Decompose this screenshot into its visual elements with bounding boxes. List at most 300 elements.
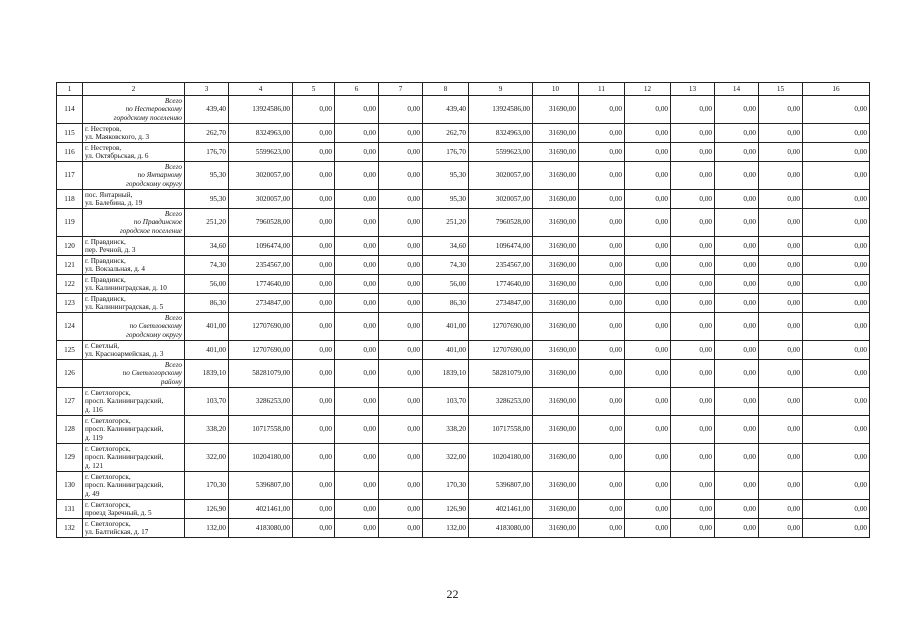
value-cell: 5599623,00 xyxy=(229,143,293,162)
value-cell: 5396807,00 xyxy=(469,472,533,500)
address-cell xyxy=(83,275,185,294)
value-cell: 0,00 xyxy=(625,162,671,190)
address-line: просп. Калининградский, xyxy=(85,397,164,406)
value-cell: 4021461,00 xyxy=(469,500,533,519)
value-cell: 439,40 xyxy=(185,96,229,124)
value-cell: 0,00 xyxy=(715,294,759,313)
table-row xyxy=(57,190,870,209)
value-cell: 0,00 xyxy=(625,209,671,237)
value-cell: 10204180,00 xyxy=(469,444,533,472)
address-line: пер. Речной, д. 3 xyxy=(85,246,136,254)
column-header: 1 xyxy=(57,83,83,96)
column-header: 16 xyxy=(803,83,870,96)
value-cell: 0,00 xyxy=(803,500,870,519)
column-header: 9 xyxy=(469,83,533,96)
value-cell: 74,30 xyxy=(423,256,469,275)
value-cell: 31690,00 xyxy=(533,256,579,275)
value-cell: 0,00 xyxy=(379,162,423,190)
value-cell: 0,00 xyxy=(715,472,759,500)
table-row-total xyxy=(57,360,870,388)
value-cell: 439,40 xyxy=(423,96,469,124)
column-header: 15 xyxy=(759,83,803,96)
table-header xyxy=(57,83,870,96)
value-cell: 31690,00 xyxy=(533,275,579,294)
value-cell: 31690,00 xyxy=(533,237,579,256)
value-cell: 0,00 xyxy=(579,162,625,190)
value-cell: 0,00 xyxy=(579,209,625,237)
address-line: городскому поселению xyxy=(113,113,182,122)
value-cell: 0,00 xyxy=(579,143,625,162)
total-label xyxy=(83,360,185,388)
total-label xyxy=(83,313,185,341)
row-number: 127 xyxy=(57,388,83,416)
address-line: д. 116 xyxy=(85,405,103,414)
address-line: г. Светлогорск, xyxy=(85,389,131,398)
row-number: 125 xyxy=(57,341,83,360)
table-row xyxy=(57,275,870,294)
value-cell: 56,00 xyxy=(423,275,469,294)
value-cell: 31690,00 xyxy=(533,143,579,162)
address-line: г. Правдинск, xyxy=(85,237,126,246)
value-cell: 0,00 xyxy=(335,294,379,313)
value-cell: 0,00 xyxy=(715,143,759,162)
address-cell xyxy=(83,294,185,313)
table-row-total xyxy=(57,209,870,237)
value-cell: 0,00 xyxy=(671,519,715,538)
value-cell: 31690,00 xyxy=(533,294,579,313)
value-cell: 0,00 xyxy=(803,416,870,444)
address-cell xyxy=(83,124,185,143)
column-header: 7 xyxy=(379,83,423,96)
value-cell: 0,00 xyxy=(293,143,335,162)
address-cell xyxy=(83,237,185,256)
table-row-total xyxy=(57,96,870,124)
header-row xyxy=(57,83,870,96)
value-cell: 0,00 xyxy=(579,500,625,519)
value-cell: 10717558,00 xyxy=(469,416,533,444)
value-cell: 401,00 xyxy=(423,313,469,341)
value-cell: 401,00 xyxy=(185,341,229,360)
value-cell: 0,00 xyxy=(293,341,335,360)
value-cell: 0,00 xyxy=(293,472,335,500)
address-cell xyxy=(83,341,185,360)
value-cell: 0,00 xyxy=(671,472,715,500)
value-cell: 0,00 xyxy=(803,124,870,143)
value-cell: 262,70 xyxy=(185,124,229,143)
value-cell: 0,00 xyxy=(579,190,625,209)
value-cell: 176,70 xyxy=(185,143,229,162)
value-cell: 0,00 xyxy=(625,190,671,209)
address-line: д. 49 xyxy=(85,489,100,498)
address-line: ул. Балебина, д. 19 xyxy=(85,199,143,207)
value-cell: 0,00 xyxy=(625,143,671,162)
column-header: 14 xyxy=(715,83,759,96)
value-cell: 3020057,00 xyxy=(469,162,533,190)
value-cell: 0,00 xyxy=(671,416,715,444)
value-cell: 31690,00 xyxy=(533,360,579,388)
value-cell: 0,00 xyxy=(803,388,870,416)
value-cell: 12707690,00 xyxy=(469,341,533,360)
value-cell: 31690,00 xyxy=(533,313,579,341)
value-cell: 0,00 xyxy=(335,472,379,500)
value-cell: 0,00 xyxy=(715,416,759,444)
address-line: г. Правдинск, xyxy=(85,275,126,284)
value-cell: 34,60 xyxy=(423,237,469,256)
value-cell: 0,00 xyxy=(671,124,715,143)
value-cell: 0,00 xyxy=(379,360,423,388)
table-row-total xyxy=(57,162,870,190)
value-cell: 2734847,00 xyxy=(229,294,293,313)
total-label xyxy=(83,96,185,124)
value-cell: 1839,10 xyxy=(423,360,469,388)
value-cell: 0,00 xyxy=(759,124,803,143)
value-cell: 1096474,00 xyxy=(469,237,533,256)
value-cell: 0,00 xyxy=(293,294,335,313)
value-cell: 126,90 xyxy=(423,500,469,519)
table-row xyxy=(57,416,870,444)
row-number: 128 xyxy=(57,416,83,444)
value-cell: 322,00 xyxy=(423,444,469,472)
value-cell: 74,30 xyxy=(185,256,229,275)
value-cell: 0,00 xyxy=(715,275,759,294)
table-row-total xyxy=(57,313,870,341)
value-cell: 0,00 xyxy=(293,162,335,190)
value-cell: 0,00 xyxy=(293,124,335,143)
value-cell: 0,00 xyxy=(579,472,625,500)
address-line: просп. Калининградский, xyxy=(85,425,164,434)
value-cell: 251,20 xyxy=(185,209,229,237)
column-header: 6 xyxy=(335,83,379,96)
value-cell: 0,00 xyxy=(293,209,335,237)
value-cell: 31690,00 xyxy=(533,96,579,124)
value-cell: 86,30 xyxy=(185,294,229,313)
address-line: ул. Красноармейская, д. 3 xyxy=(85,350,164,358)
value-cell: 0,00 xyxy=(379,190,423,209)
address-cell xyxy=(83,519,185,538)
value-cell: 0,00 xyxy=(579,444,625,472)
value-cell: 5599623,00 xyxy=(469,143,533,162)
value-cell: 3020057,00 xyxy=(229,162,293,190)
table-body xyxy=(57,96,870,538)
value-cell: 0,00 xyxy=(293,444,335,472)
value-cell: 31690,00 xyxy=(533,209,579,237)
value-cell: 0,00 xyxy=(579,294,625,313)
value-cell: 31690,00 xyxy=(533,162,579,190)
column-header: 4 xyxy=(229,83,293,96)
capital-repair-table xyxy=(56,82,870,538)
column-header: 10 xyxy=(533,83,579,96)
value-cell: 0,00 xyxy=(803,96,870,124)
value-cell: 0,00 xyxy=(293,360,335,388)
value-cell: 0,00 xyxy=(293,190,335,209)
value-cell: 34,60 xyxy=(185,237,229,256)
value-cell: 0,00 xyxy=(579,124,625,143)
row-number: 120 xyxy=(57,237,83,256)
value-cell: 0,00 xyxy=(759,96,803,124)
value-cell: 0,00 xyxy=(803,519,870,538)
value-cell: 8324963,00 xyxy=(229,124,293,143)
value-cell: 31690,00 xyxy=(533,500,579,519)
value-cell: 12707690,00 xyxy=(229,313,293,341)
address-line: г. Светлогорск, xyxy=(85,500,131,509)
value-cell: 0,00 xyxy=(759,416,803,444)
value-cell: 12707690,00 xyxy=(229,341,293,360)
value-cell: 0,00 xyxy=(803,275,870,294)
value-cell: 31690,00 xyxy=(533,388,579,416)
address-line: по Светловскому xyxy=(129,322,182,331)
value-cell: 251,20 xyxy=(423,209,469,237)
value-cell: 0,00 xyxy=(759,388,803,416)
column-header: 11 xyxy=(579,83,625,96)
value-cell: 0,00 xyxy=(379,294,423,313)
address-line: Всего xyxy=(164,314,182,323)
value-cell: 0,00 xyxy=(379,96,423,124)
value-cell: 13924586,00 xyxy=(229,96,293,124)
value-cell: 10204180,00 xyxy=(229,444,293,472)
table-row xyxy=(57,341,870,360)
value-cell: 0,00 xyxy=(379,209,423,237)
page-number: 22 xyxy=(446,587,459,601)
value-cell: 0,00 xyxy=(803,360,870,388)
address-line: проезд Заречный, д. 5 xyxy=(85,509,152,517)
value-cell: 0,00 xyxy=(759,500,803,519)
address-line: ул. Балтийская, д. 17 xyxy=(85,528,149,536)
address-line: по Правдинское xyxy=(133,218,182,227)
value-cell: 0,00 xyxy=(759,472,803,500)
address-line: просп. Калининградский, xyxy=(85,453,164,462)
value-cell: 0,00 xyxy=(671,275,715,294)
value-cell: 13924586,00 xyxy=(469,96,533,124)
address-line: ул. Октябрьская, д. 6 xyxy=(85,152,149,160)
value-cell: 86,30 xyxy=(423,294,469,313)
address-cell xyxy=(83,500,185,519)
value-cell: 0,00 xyxy=(335,341,379,360)
address-cell xyxy=(83,190,185,209)
value-cell: 0,00 xyxy=(803,341,870,360)
value-cell: 3020057,00 xyxy=(229,190,293,209)
value-cell: 0,00 xyxy=(715,341,759,360)
value-cell: 0,00 xyxy=(335,190,379,209)
value-cell: 0,00 xyxy=(579,341,625,360)
row-number: 124 xyxy=(57,313,83,341)
table-row xyxy=(57,143,870,162)
value-cell: 0,00 xyxy=(379,275,423,294)
table-row xyxy=(57,237,870,256)
value-cell: 0,00 xyxy=(803,237,870,256)
value-cell: 0,00 xyxy=(625,416,671,444)
value-cell: 0,00 xyxy=(335,519,379,538)
value-cell: 95,30 xyxy=(423,162,469,190)
address-cell xyxy=(83,444,185,472)
address-line: Всего xyxy=(164,163,182,172)
value-cell: 4021461,00 xyxy=(229,500,293,519)
table-row xyxy=(57,256,870,275)
value-cell: 401,00 xyxy=(185,313,229,341)
value-cell: 0,00 xyxy=(293,388,335,416)
address-line: Всего xyxy=(164,361,182,370)
value-cell: 0,00 xyxy=(335,237,379,256)
address-line: д. 121 xyxy=(85,461,104,470)
address-cell xyxy=(83,143,185,162)
value-cell: 0,00 xyxy=(625,313,671,341)
value-cell: 0,00 xyxy=(715,519,759,538)
value-cell: 0,00 xyxy=(293,500,335,519)
address-line: г. Светлогорск, xyxy=(85,473,131,482)
value-cell: 7960528,00 xyxy=(469,209,533,237)
table-row xyxy=(57,388,870,416)
table-row xyxy=(57,472,870,500)
row-number: 131 xyxy=(57,500,83,519)
value-cell: 0,00 xyxy=(759,190,803,209)
column-header: 5 xyxy=(293,83,335,96)
value-cell: 0,00 xyxy=(379,519,423,538)
value-cell: 2734847,00 xyxy=(469,294,533,313)
value-cell: 0,00 xyxy=(335,313,379,341)
value-cell: 58281079,00 xyxy=(469,360,533,388)
value-cell: 0,00 xyxy=(715,162,759,190)
value-cell: 0,00 xyxy=(715,96,759,124)
value-cell: 0,00 xyxy=(759,209,803,237)
value-cell: 31690,00 xyxy=(533,190,579,209)
row-number: 114 xyxy=(57,96,83,124)
address-line: по Янтарному xyxy=(137,171,182,180)
value-cell: 0,00 xyxy=(335,96,379,124)
value-cell: 2354567,00 xyxy=(469,256,533,275)
value-cell: 31690,00 xyxy=(533,519,579,538)
value-cell: 5396807,00 xyxy=(229,472,293,500)
row-number: 116 xyxy=(57,143,83,162)
value-cell: 0,00 xyxy=(293,256,335,275)
total-label xyxy=(83,209,185,237)
address-line: г. Правдинск, xyxy=(85,294,126,303)
address-line: по Нестеровскому xyxy=(125,105,182,114)
value-cell: 58281079,00 xyxy=(229,360,293,388)
value-cell: 0,00 xyxy=(759,444,803,472)
value-cell: 0,00 xyxy=(759,256,803,275)
value-cell: 0,00 xyxy=(671,360,715,388)
row-number: 115 xyxy=(57,124,83,143)
table-row xyxy=(57,294,870,313)
value-cell: 8324963,00 xyxy=(469,124,533,143)
value-cell: 0,00 xyxy=(335,162,379,190)
value-cell: 0,00 xyxy=(759,275,803,294)
address-line: г. Нестеров, xyxy=(85,124,122,133)
value-cell: 0,00 xyxy=(715,313,759,341)
value-cell: 0,00 xyxy=(379,237,423,256)
value-cell: 0,00 xyxy=(715,500,759,519)
address-line: просп. Калининградский, xyxy=(85,481,164,490)
address-line: г. Правдинск, xyxy=(85,256,126,265)
value-cell: 0,00 xyxy=(803,209,870,237)
value-cell: 0,00 xyxy=(715,388,759,416)
table-row xyxy=(57,444,870,472)
value-cell: 4183080,00 xyxy=(469,519,533,538)
value-cell: 0,00 xyxy=(625,237,671,256)
address-cell xyxy=(83,256,185,275)
value-cell: 0,00 xyxy=(625,444,671,472)
value-cell: 1096474,00 xyxy=(229,237,293,256)
row-number: 122 xyxy=(57,275,83,294)
row-number: 129 xyxy=(57,444,83,472)
value-cell: 0,00 xyxy=(715,256,759,275)
value-cell: 0,00 xyxy=(671,190,715,209)
value-cell: 31690,00 xyxy=(533,444,579,472)
value-cell: 0,00 xyxy=(579,360,625,388)
value-cell: 0,00 xyxy=(579,275,625,294)
value-cell: 0,00 xyxy=(759,341,803,360)
value-cell: 0,00 xyxy=(379,143,423,162)
address-line: городское поселение xyxy=(119,226,182,235)
value-cell: 1774640,00 xyxy=(229,275,293,294)
value-cell: 3020057,00 xyxy=(469,190,533,209)
row-number: 118 xyxy=(57,190,83,209)
value-cell: 0,00 xyxy=(715,124,759,143)
address-line: городскому округу xyxy=(126,330,182,339)
value-cell: 95,30 xyxy=(423,190,469,209)
value-cell: 0,00 xyxy=(671,444,715,472)
value-cell: 0,00 xyxy=(335,275,379,294)
address-line: пос. Янтарный, xyxy=(85,190,133,199)
value-cell: 0,00 xyxy=(579,96,625,124)
value-cell: 176,70 xyxy=(423,143,469,162)
value-cell: 0,00 xyxy=(759,237,803,256)
address-line: ул. Маяковского, д. 3 xyxy=(85,133,150,141)
value-cell: 1774640,00 xyxy=(469,275,533,294)
row-number: 121 xyxy=(57,256,83,275)
value-cell: 2354567,00 xyxy=(229,256,293,275)
column-header: 13 xyxy=(671,83,715,96)
address-cell xyxy=(83,416,185,444)
value-cell: 0,00 xyxy=(579,416,625,444)
value-cell: 0,00 xyxy=(625,388,671,416)
value-cell: 0,00 xyxy=(671,500,715,519)
value-cell: 0,00 xyxy=(335,444,379,472)
value-cell: 31690,00 xyxy=(533,124,579,143)
value-cell: 0,00 xyxy=(625,341,671,360)
column-header: 2 xyxy=(83,83,185,96)
value-cell: 401,00 xyxy=(423,341,469,360)
value-cell: 0,00 xyxy=(625,472,671,500)
value-cell: 0,00 xyxy=(715,209,759,237)
value-cell: 12707690,00 xyxy=(469,313,533,341)
value-cell: 0,00 xyxy=(293,96,335,124)
value-cell: 170,30 xyxy=(423,472,469,500)
row-number: 123 xyxy=(57,294,83,313)
value-cell: 103,70 xyxy=(423,388,469,416)
value-cell: 0,00 xyxy=(671,388,715,416)
value-cell: 0,00 xyxy=(379,444,423,472)
column-header: 12 xyxy=(625,83,671,96)
value-cell: 0,00 xyxy=(671,313,715,341)
address-line: ул. Калининградская, д. 5 xyxy=(85,303,164,311)
value-cell: 0,00 xyxy=(379,341,423,360)
value-cell: 0,00 xyxy=(293,237,335,256)
value-cell: 0,00 xyxy=(335,256,379,275)
value-cell: 10717558,00 xyxy=(229,416,293,444)
value-cell: 95,30 xyxy=(185,190,229,209)
value-cell: 0,00 xyxy=(335,209,379,237)
address-line: г. Нестеров, xyxy=(85,143,122,152)
value-cell: 0,00 xyxy=(335,360,379,388)
value-cell: 0,00 xyxy=(335,388,379,416)
value-cell: 0,00 xyxy=(625,360,671,388)
value-cell: 0,00 xyxy=(671,256,715,275)
value-cell: 132,00 xyxy=(185,519,229,538)
value-cell: 0,00 xyxy=(379,416,423,444)
value-cell: 0,00 xyxy=(379,256,423,275)
value-cell: 31690,00 xyxy=(533,416,579,444)
value-cell: 0,00 xyxy=(335,143,379,162)
